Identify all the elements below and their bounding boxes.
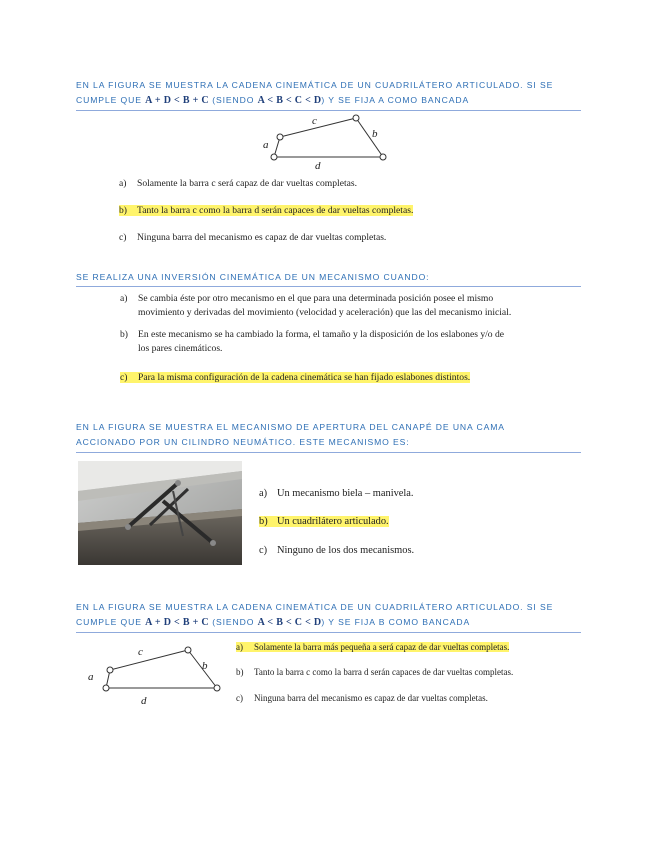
- option-text: Un cuadrilátero articulado.: [277, 516, 389, 527]
- option-label: c): [119, 232, 127, 243]
- q4-heading-line2: [76, 615, 581, 630]
- label-d: d: [141, 695, 147, 707]
- joint: [277, 134, 283, 140]
- q2-option-b[interactable]: [120, 328, 504, 356]
- q1-heading-math2: A < B < C < D: [257, 95, 322, 106]
- joint: [103, 685, 109, 691]
- joint: [271, 154, 277, 160]
- label-a: a: [88, 671, 94, 683]
- q2-option-a[interactable]: [120, 292, 511, 320]
- option-text: Un mecanismo biela – manivela.: [277, 488, 414, 499]
- q4-heading-part: (SIENDO: [212, 617, 255, 627]
- bar-b: [356, 118, 383, 157]
- option-text: En este mecanismo se ha cambiado la forma, el tamaño y la disposición de los eslabones y/o de: [138, 329, 505, 340]
- option-label: a): [120, 293, 128, 304]
- q3-option-b[interactable]: [259, 515, 389, 529]
- q3-heading: [76, 420, 581, 450]
- joint: [214, 685, 220, 691]
- label-c: c: [312, 115, 317, 127]
- option-label: a): [119, 178, 127, 189]
- q4-option-a[interactable]: [236, 640, 509, 654]
- label-a: a: [263, 139, 269, 151]
- q4-heading: [76, 600, 581, 630]
- bed-lift-mechanism-photo: [78, 461, 242, 565]
- q4-heading-math: A + D < B + C: [145, 617, 209, 628]
- label-d: d: [315, 160, 321, 172]
- joint: [185, 647, 191, 653]
- q4-option-c[interactable]: [236, 691, 488, 705]
- option-text: Solamente la barra c será capaz de dar vueltas completas.: [137, 178, 358, 189]
- option-text-cont: movimiento y derivadas del movimiento (velocidad y aceleración) que las del mecanismo inicial.: [138, 307, 512, 318]
- q2-option-c[interactable]: [120, 371, 470, 385]
- option-text: Para la misma configuración de la cadena cinemática se han fijado eslabones distintos.: [138, 372, 471, 383]
- q4-heading-part: CUMPLE QUE: [76, 617, 142, 627]
- q4-divider: [76, 632, 581, 633]
- label-c: c: [138, 646, 143, 658]
- q1-heading-line1: EN LA FIGURA SE MUESTRA LA CADENA CINEMÁTICA DE UN CUADRILÁTERO ARTICULADO. SI SE: [76, 80, 554, 90]
- option-text: Ninguna barra del mecanismo es capaz de dar vueltas completas.: [137, 232, 387, 243]
- option-label: c): [236, 693, 243, 703]
- option-label: a): [259, 488, 268, 499]
- q1-heading-line2: [76, 93, 581, 108]
- q3-option-c[interactable]: [259, 544, 414, 558]
- option-label: b): [119, 205, 127, 216]
- joint: [380, 154, 386, 160]
- option-label: b): [120, 329, 128, 340]
- q1-four-bar-figure: [252, 112, 402, 174]
- q1-heading-part: CUMPLE QUE: [76, 95, 142, 105]
- q1-option-b[interactable]: [119, 204, 413, 218]
- q4-four-bar-figure: [84, 640, 234, 710]
- joint: [353, 115, 359, 121]
- q1-heading-part: (SIENDO: [212, 95, 255, 105]
- q4-option-b[interactable]: [236, 665, 513, 679]
- option-text: Tanto la barra c como la barra d serán capaces de dar vueltas completas.: [137, 205, 414, 216]
- q1-heading-part: ) Y SE FIJA A COMO BANCADA: [321, 95, 470, 105]
- q3-heading-line1: EN LA FIGURA SE MUESTRA EL MECANISMO DE APERTURA DEL CANAPÉ DE UNA CAMA: [76, 422, 505, 432]
- q1-divider: [76, 110, 581, 111]
- q4-heading-math2: A < B < C < D: [257, 617, 322, 628]
- option-label: c): [259, 545, 268, 556]
- q1-heading-math: A + D < B + C: [145, 95, 209, 106]
- q3-option-a[interactable]: [259, 487, 413, 501]
- option-text: Ninguna barra del mecanismo es capaz de dar vueltas completas.: [254, 693, 488, 703]
- q4-heading-part: ) Y SE FIJA B COMO BANCADA: [321, 617, 471, 627]
- q1-heading: [76, 78, 581, 108]
- bar-c: [110, 650, 188, 670]
- joint: [107, 667, 113, 673]
- bar-c: [280, 118, 356, 137]
- label-b: b: [202, 660, 208, 672]
- q2-heading: SE REALIZA UNA INVERSIÓN CINEMÁTICA DE UN MECANISMO CUANDO:: [76, 272, 430, 282]
- label-b: b: [372, 128, 378, 140]
- option-label: b): [236, 667, 244, 677]
- option-text: Se cambia éste por otro mecanismo en el que para una determinada posición posee el mismo: [138, 293, 494, 304]
- option-label: c): [120, 372, 128, 383]
- q4-heading-line1: EN LA FIGURA SE MUESTRA LA CADENA CINEMÁTICA DE UN CUADRILÁTERO ARTICULADO. SI SE: [76, 602, 554, 612]
- q1-option-c[interactable]: [119, 231, 386, 245]
- q3-divider: [76, 452, 581, 453]
- option-label: a): [236, 642, 243, 652]
- q1-option-a[interactable]: [119, 177, 357, 191]
- q2-divider: [76, 286, 581, 287]
- option-text: Solamente la barra más pequeña a será capaz de dar vueltas completas.: [254, 642, 510, 652]
- q3-heading-line2: ACCIONADO POR UN CILINDRO NEUMÁTICO. ESTE MECANISMO ES:: [76, 437, 410, 447]
- option-text-cont: los pares cinemáticos.: [138, 343, 223, 354]
- option-text: Tanto la barra c como la barra d serán capaces de dar vueltas completas.: [254, 667, 514, 677]
- option-label: b): [259, 516, 268, 527]
- option-text: Ninguno de los dos mecanismos.: [277, 545, 415, 556]
